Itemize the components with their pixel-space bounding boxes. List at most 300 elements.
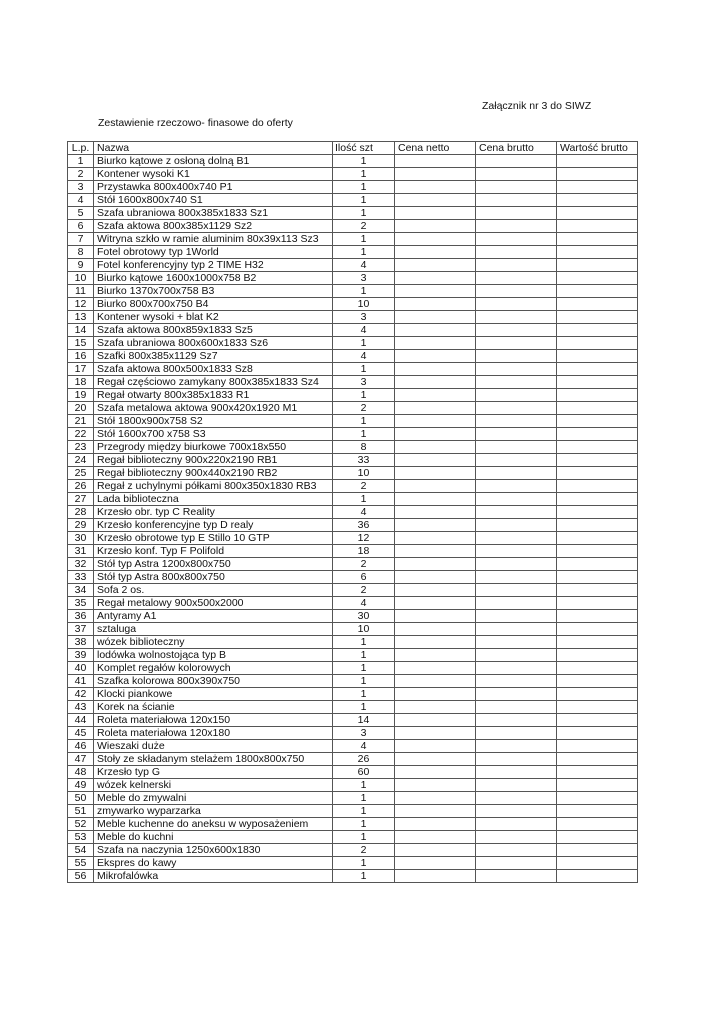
row-name: Wieszaki duże <box>94 740 333 753</box>
row-net-price <box>395 428 476 441</box>
row-lp: 51 <box>68 805 94 818</box>
row-name: Fotel konferencyjny typ 2 TIME H32 <box>94 259 333 272</box>
row-gross-value <box>557 298 638 311</box>
table-row <box>68 844 638 857</box>
row-net-price <box>395 311 476 324</box>
row-gross-price <box>476 298 557 311</box>
row-lp: 7 <box>68 233 94 246</box>
row-lp: 25 <box>68 467 94 480</box>
row-net-price <box>395 402 476 415</box>
row-name: Regał metalowy 900x500x2000 <box>94 597 333 610</box>
table-row <box>68 636 638 649</box>
row-lp: 18 <box>68 376 94 389</box>
row-lp: 33 <box>68 571 94 584</box>
row-net-price <box>395 584 476 597</box>
table-row <box>68 194 638 207</box>
row-name: Regał biblioteczny 900x220x2190 RB1 <box>94 454 333 467</box>
row-gross-value <box>557 545 638 558</box>
row-lp: 6 <box>68 220 94 233</box>
row-lp: 40 <box>68 662 94 675</box>
row-gross-price <box>476 831 557 844</box>
row-name: zmywarko wyparzarka <box>94 805 333 818</box>
table-row <box>68 727 638 740</box>
row-lp: 42 <box>68 688 94 701</box>
table-row <box>68 545 638 558</box>
row-net-price <box>395 662 476 675</box>
table-row <box>68 272 638 285</box>
row-name: Regał biblioteczny 900x440x2190 RB2 <box>94 467 333 480</box>
row-net-price <box>395 181 476 194</box>
row-gross-value <box>557 181 638 194</box>
row-net-price <box>395 324 476 337</box>
row-gross-value <box>557 402 638 415</box>
row-gross-value <box>557 870 638 883</box>
row-qty: 14 <box>333 714 395 727</box>
row-lp: 54 <box>68 844 94 857</box>
row-gross-price <box>476 493 557 506</box>
row-qty: 3 <box>333 727 395 740</box>
row-gross-value <box>557 701 638 714</box>
header-lp: L.p. <box>68 142 94 155</box>
row-lp: 53 <box>68 831 94 844</box>
row-net-price <box>395 363 476 376</box>
row-lp: 47 <box>68 753 94 766</box>
row-qty: 3 <box>333 376 395 389</box>
row-net-price <box>395 701 476 714</box>
row-name: Stół typ Astra 800x800x750 <box>94 571 333 584</box>
row-name: Korek na ścianie <box>94 701 333 714</box>
table-row <box>68 285 638 298</box>
row-net-price <box>395 779 476 792</box>
row-net-price <box>395 246 476 259</box>
row-qty: 1 <box>333 792 395 805</box>
row-gross-price <box>476 285 557 298</box>
row-gross-price <box>476 389 557 402</box>
row-name: wózek biblioteczny <box>94 636 333 649</box>
row-name: Regał częściowo zamykany 800x385x1833 Sz4 <box>94 376 333 389</box>
row-gross-value <box>557 532 638 545</box>
row-gross-value <box>557 519 638 532</box>
row-net-price <box>395 259 476 272</box>
table-row <box>68 519 638 532</box>
table-row <box>68 233 638 246</box>
row-qty: 30 <box>333 610 395 623</box>
row-gross-price <box>476 454 557 467</box>
table-row <box>68 506 638 519</box>
row-gross-price <box>476 766 557 779</box>
row-qty: 1 <box>333 428 395 441</box>
row-qty: 3 <box>333 311 395 324</box>
row-gross-value <box>557 662 638 675</box>
row-net-price <box>395 636 476 649</box>
table-row <box>68 389 638 402</box>
row-qty: 2 <box>333 584 395 597</box>
row-qty: 1 <box>333 662 395 675</box>
row-qty: 1 <box>333 181 395 194</box>
row-name: Ekspres do kawy <box>94 857 333 870</box>
row-lp: 26 <box>68 480 94 493</box>
row-name: Szafa ubraniowa 800x385x1833 Sz1 <box>94 207 333 220</box>
row-qty: 1 <box>333 155 395 168</box>
table-row <box>68 857 638 870</box>
row-name: Komplet regałów kolorowych <box>94 662 333 675</box>
row-name: Szafa ubraniowa 800x600x1833 Sz6 <box>94 337 333 350</box>
row-name: Fotel obrotowy typ 1World <box>94 246 333 259</box>
row-gross-price <box>476 779 557 792</box>
row-gross-price <box>476 636 557 649</box>
row-gross-value <box>557 714 638 727</box>
row-lp: 16 <box>68 350 94 363</box>
table-row <box>68 181 638 194</box>
table-row <box>68 363 638 376</box>
row-gross-value <box>557 831 638 844</box>
row-gross-price <box>476 428 557 441</box>
row-name: Biurko 800x700x750 B4 <box>94 298 333 311</box>
row-qty: 1 <box>333 233 395 246</box>
row-qty: 2 <box>333 558 395 571</box>
table-row <box>68 610 638 623</box>
row-qty: 1 <box>333 415 395 428</box>
row-name: Krzesło konf. Typ F Polifold <box>94 545 333 558</box>
row-name: Szafka kolorowa 800x390x750 <box>94 675 333 688</box>
row-name: Antyramy A1 <box>94 610 333 623</box>
row-name: Krzesło typ G <box>94 766 333 779</box>
row-gross-price <box>476 857 557 870</box>
table-row <box>68 766 638 779</box>
row-net-price <box>395 194 476 207</box>
row-lp: 2 <box>68 168 94 181</box>
document-title: Zestawienie rzeczowo- finasowe do oferty <box>98 117 293 129</box>
row-gross-price <box>476 272 557 285</box>
row-qty: 1 <box>333 636 395 649</box>
row-lp: 13 <box>68 311 94 324</box>
table-row <box>68 493 638 506</box>
row-gross-price <box>476 441 557 454</box>
row-gross-value <box>557 649 638 662</box>
row-gross-price <box>476 610 557 623</box>
row-name: lodówka wolnostojąca typ B <box>94 649 333 662</box>
row-gross-value <box>557 389 638 402</box>
row-qty: 1 <box>333 337 395 350</box>
row-qty: 2 <box>333 402 395 415</box>
row-net-price <box>395 467 476 480</box>
table-row <box>68 376 638 389</box>
table-row <box>68 688 638 701</box>
row-gross-value <box>557 779 638 792</box>
table-row <box>68 311 638 324</box>
header-gross-price: Cena brutto <box>476 142 557 155</box>
row-gross-price <box>476 818 557 831</box>
row-lp: 12 <box>68 298 94 311</box>
table-row <box>68 259 638 272</box>
row-gross-price <box>476 701 557 714</box>
row-gross-value <box>557 727 638 740</box>
row-qty: 1 <box>333 194 395 207</box>
row-qty: 26 <box>333 753 395 766</box>
row-name: Lada biblioteczna <box>94 493 333 506</box>
row-lp: 34 <box>68 584 94 597</box>
row-gross-price <box>476 805 557 818</box>
row-name: Roleta materiałowa 120x180 <box>94 727 333 740</box>
row-qty: 33 <box>333 454 395 467</box>
row-name: Krzesło obrotowe typ E Stillo 10 GTP <box>94 532 333 545</box>
row-name: Krzesło obr. typ C Reality <box>94 506 333 519</box>
row-name: Kontener wysoki K1 <box>94 168 333 181</box>
row-gross-value <box>557 805 638 818</box>
table-row <box>68 740 638 753</box>
row-name: Witryna szkło w ramie aluminim 80x39x113 Sz3 <box>94 233 333 246</box>
row-lp: 3 <box>68 181 94 194</box>
row-qty: 1 <box>333 701 395 714</box>
row-net-price <box>395 870 476 883</box>
row-qty: 60 <box>333 766 395 779</box>
row-lp: 38 <box>68 636 94 649</box>
row-qty: 10 <box>333 467 395 480</box>
row-name: Szafa na naczynia 1250x600x1830 <box>94 844 333 857</box>
table-row <box>68 324 638 337</box>
row-name: Przegrody między biurkowe 700x18x550 <box>94 441 333 454</box>
row-gross-value <box>557 753 638 766</box>
row-gross-value <box>557 428 638 441</box>
row-net-price <box>395 623 476 636</box>
row-gross-value <box>557 168 638 181</box>
row-name: Stoły ze składanym stelażem 1800x800x750 <box>94 753 333 766</box>
table-row <box>68 818 638 831</box>
table-row <box>68 597 638 610</box>
table-row <box>68 350 638 363</box>
table-row <box>68 402 638 415</box>
row-name: wózek kelnerski <box>94 779 333 792</box>
row-qty: 1 <box>333 285 395 298</box>
row-qty: 1 <box>333 493 395 506</box>
row-qty: 1 <box>333 779 395 792</box>
row-lp: 50 <box>68 792 94 805</box>
header-net-price: Cena netto <box>395 142 476 155</box>
row-lp: 43 <box>68 701 94 714</box>
row-gross-value <box>557 636 638 649</box>
table-row <box>68 805 638 818</box>
row-gross-price <box>476 259 557 272</box>
row-lp: 35 <box>68 597 94 610</box>
row-lp: 10 <box>68 272 94 285</box>
row-gross-price <box>476 415 557 428</box>
row-name: Regał otwarty 800x385x1833 R1 <box>94 389 333 402</box>
row-gross-value <box>557 194 638 207</box>
row-qty: 1 <box>333 870 395 883</box>
row-gross-price <box>476 532 557 545</box>
row-net-price <box>395 285 476 298</box>
row-lp: 8 <box>68 246 94 259</box>
row-gross-value <box>557 623 638 636</box>
row-gross-value <box>557 454 638 467</box>
row-gross-price <box>476 324 557 337</box>
row-qty: 6 <box>333 571 395 584</box>
row-net-price <box>395 389 476 402</box>
table-row <box>68 454 638 467</box>
row-net-price <box>395 675 476 688</box>
row-name: Meble kuchenne do aneksu w wyposażeniem <box>94 818 333 831</box>
table-row <box>68 220 638 233</box>
table-row <box>68 428 638 441</box>
row-qty: 1 <box>333 688 395 701</box>
row-lp: 41 <box>68 675 94 688</box>
row-qty: 4 <box>333 506 395 519</box>
row-lp: 45 <box>68 727 94 740</box>
row-net-price <box>395 649 476 662</box>
row-name: Stół typ Astra 1200x800x750 <box>94 558 333 571</box>
row-qty: 12 <box>333 532 395 545</box>
table-row <box>68 532 638 545</box>
row-net-price <box>395 727 476 740</box>
specification-table <box>67 141 638 883</box>
row-qty: 36 <box>333 519 395 532</box>
row-qty: 4 <box>333 740 395 753</box>
row-gross-price <box>476 155 557 168</box>
row-gross-value <box>557 818 638 831</box>
row-name: Sofa 2 os. <box>94 584 333 597</box>
row-lp: 28 <box>68 506 94 519</box>
row-lp: 52 <box>68 818 94 831</box>
row-net-price <box>395 545 476 558</box>
row-lp: 46 <box>68 740 94 753</box>
row-qty: 4 <box>333 259 395 272</box>
row-lp: 31 <box>68 545 94 558</box>
row-net-price <box>395 753 476 766</box>
row-net-price <box>395 688 476 701</box>
row-qty: 2 <box>333 844 395 857</box>
row-lp: 23 <box>68 441 94 454</box>
row-lp: 17 <box>68 363 94 376</box>
row-qty: 4 <box>333 597 395 610</box>
row-gross-price <box>476 337 557 350</box>
row-net-price <box>395 805 476 818</box>
row-lp: 55 <box>68 857 94 870</box>
row-net-price <box>395 571 476 584</box>
row-name: Szafa metalowa aktowa 900x420x1920 M1 <box>94 402 333 415</box>
row-qty: 4 <box>333 350 395 363</box>
row-name: Biurko kątowe 1600x1000x758 B2 <box>94 272 333 285</box>
row-gross-value <box>557 740 638 753</box>
row-gross-price <box>476 844 557 857</box>
row-gross-price <box>476 545 557 558</box>
row-gross-price <box>476 363 557 376</box>
row-name: Szafa aktowa 800x385x1129 Sz2 <box>94 220 333 233</box>
row-name: Biurko 1370x700x758 B3 <box>94 285 333 298</box>
row-net-price <box>395 740 476 753</box>
row-qty: 4 <box>333 324 395 337</box>
table-row <box>68 298 638 311</box>
row-name: Meble do kuchni <box>94 831 333 844</box>
row-qty: 10 <box>333 623 395 636</box>
row-net-price <box>395 844 476 857</box>
row-gross-value <box>557 233 638 246</box>
row-net-price <box>395 441 476 454</box>
row-net-price <box>395 506 476 519</box>
row-gross-price <box>476 584 557 597</box>
row-net-price <box>395 857 476 870</box>
table-header-row <box>68 142 638 155</box>
row-net-price <box>395 519 476 532</box>
table-row <box>68 649 638 662</box>
row-gross-price <box>476 246 557 259</box>
row-qty: 1 <box>333 207 395 220</box>
row-gross-value <box>557 597 638 610</box>
row-name: Stół 1800x900x758 S2 <box>94 415 333 428</box>
row-gross-price <box>476 376 557 389</box>
table-row <box>68 584 638 597</box>
row-name: Szafa aktowa 800x500x1833 Sz8 <box>94 363 333 376</box>
row-gross-value <box>557 493 638 506</box>
row-qty: 10 <box>333 298 395 311</box>
row-gross-value <box>557 480 638 493</box>
row-qty: 1 <box>333 649 395 662</box>
row-gross-value <box>557 415 638 428</box>
row-name: Stół 1600x700 x758 S3 <box>94 428 333 441</box>
row-name: sztaluga <box>94 623 333 636</box>
table-row <box>68 415 638 428</box>
row-net-price <box>395 597 476 610</box>
table-row <box>68 753 638 766</box>
row-gross-value <box>557 558 638 571</box>
row-net-price <box>395 831 476 844</box>
row-lp: 5 <box>68 207 94 220</box>
row-lp: 15 <box>68 337 94 350</box>
row-qty: 1 <box>333 831 395 844</box>
row-qty: 2 <box>333 480 395 493</box>
row-name: Przystawka 800x400x740 P1 <box>94 181 333 194</box>
table-row <box>68 870 638 883</box>
table-row <box>68 558 638 571</box>
table-row <box>68 571 638 584</box>
row-gross-value <box>557 259 638 272</box>
table-row <box>68 623 638 636</box>
row-gross-price <box>476 792 557 805</box>
row-gross-price <box>476 207 557 220</box>
row-lp: 1 <box>68 155 94 168</box>
row-lp: 19 <box>68 389 94 402</box>
row-gross-value <box>557 220 638 233</box>
row-gross-price <box>476 662 557 675</box>
row-gross-value <box>557 441 638 454</box>
row-gross-price <box>476 623 557 636</box>
table-row <box>68 779 638 792</box>
row-net-price <box>395 792 476 805</box>
row-lp: 36 <box>68 610 94 623</box>
row-lp: 37 <box>68 623 94 636</box>
row-gross-value <box>557 675 638 688</box>
row-qty: 1 <box>333 675 395 688</box>
row-name: Szafa aktowa 800x859x1833 Sz5 <box>94 324 333 337</box>
row-lp: 27 <box>68 493 94 506</box>
row-gross-value <box>557 506 638 519</box>
row-net-price <box>395 350 476 363</box>
row-gross-price <box>476 558 557 571</box>
row-gross-value <box>557 467 638 480</box>
row-gross-value <box>557 311 638 324</box>
row-gross-price <box>476 571 557 584</box>
row-name: Roleta materiałowa 120x150 <box>94 714 333 727</box>
row-net-price <box>395 714 476 727</box>
row-gross-value <box>557 571 638 584</box>
row-net-price <box>395 207 476 220</box>
row-qty: 2 <box>333 220 395 233</box>
row-gross-price <box>476 220 557 233</box>
row-name: Szafki 800x385x1129 Sz7 <box>94 350 333 363</box>
row-gross-price <box>476 467 557 480</box>
table-row <box>68 155 638 168</box>
row-gross-value <box>557 337 638 350</box>
row-gross-price <box>476 870 557 883</box>
